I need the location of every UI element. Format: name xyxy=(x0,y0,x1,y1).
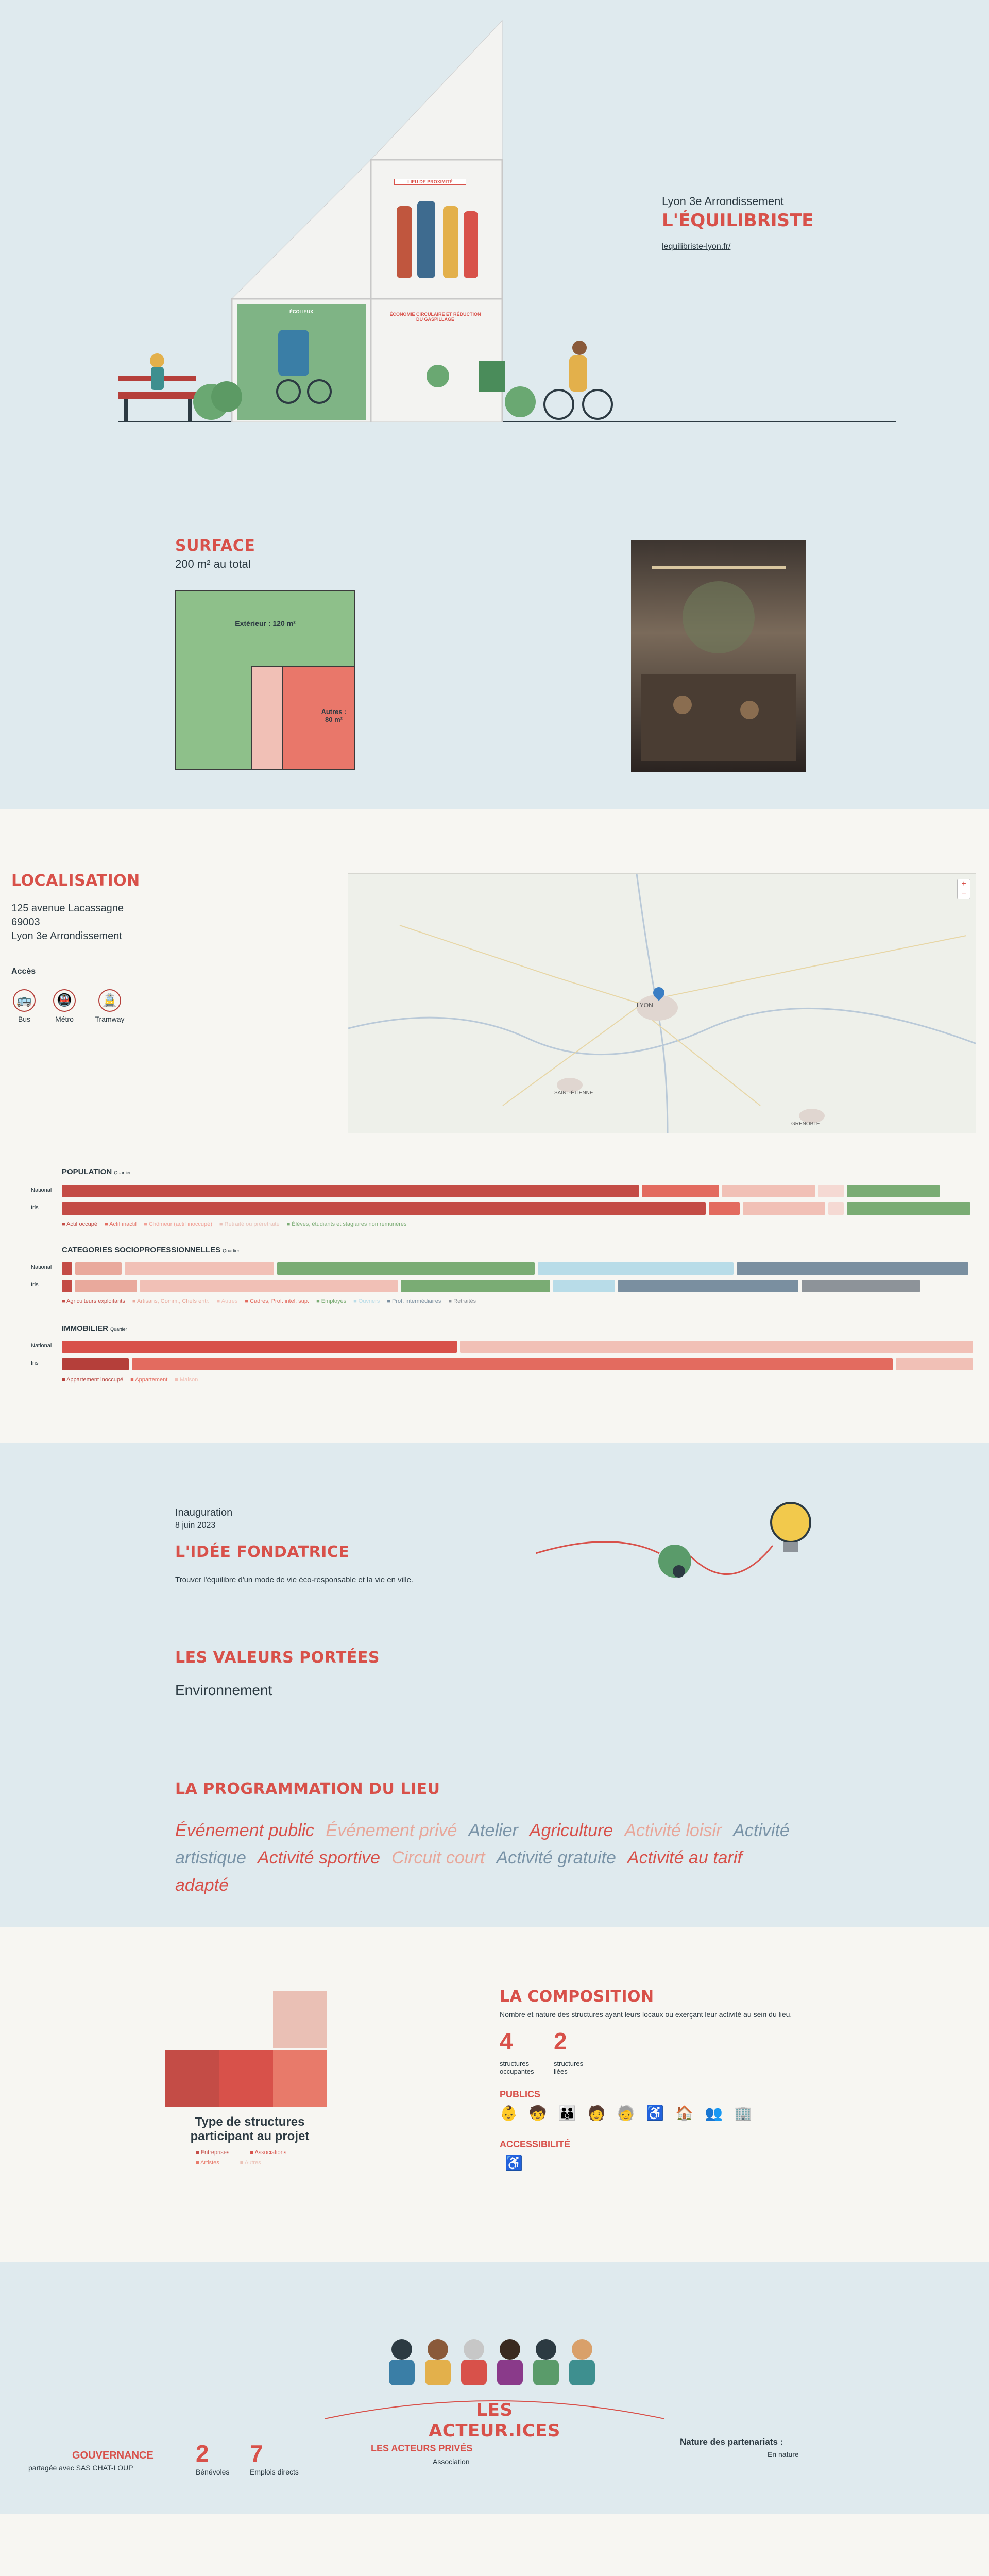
hero-title: L'ÉQUILIBRISTE xyxy=(662,210,814,231)
pop-seg xyxy=(722,1185,815,1197)
map-terrain xyxy=(348,874,976,1133)
pop-seg xyxy=(818,1185,844,1197)
csp-seg xyxy=(62,1262,72,1275)
map-zoom-controls xyxy=(957,879,970,899)
legend-item: ■ Ouvriers xyxy=(353,1298,380,1304)
idea-illustration xyxy=(536,1494,824,1628)
tram-icon: 🚊 xyxy=(98,989,121,1012)
compo-n-occupantes: 4 xyxy=(500,2028,513,2055)
programmation-item: Agriculture xyxy=(529,1821,613,1840)
emplois-label: Emplois directs xyxy=(250,2468,299,2476)
senior-icon: 🧓 xyxy=(617,2105,635,2121)
children-icon: 🧒 xyxy=(528,2105,547,2121)
csp-seg xyxy=(62,1280,72,1292)
legend-item: ■ Prof. intermédiaires xyxy=(387,1298,441,1304)
pop-seg xyxy=(847,1202,970,1215)
legend-item: ■ Appartement inoccupé xyxy=(62,1377,123,1383)
csp-seg xyxy=(553,1280,615,1292)
label-economie-circulaire: ÉCONOMIE CIRCULAIRE ET RÉDUCTION DU GASPILLAGE xyxy=(389,312,481,322)
programmation-item: Atelier xyxy=(468,1821,518,1840)
address-line-2: 69003 xyxy=(11,917,40,928)
pop-seg xyxy=(847,1185,940,1197)
hero-illustration xyxy=(0,0,989,422)
immo-legend xyxy=(62,1377,198,1383)
legend-item: ■ Actif inactif xyxy=(105,1221,137,1227)
surface-title: SURFACE xyxy=(175,537,255,555)
building-icon: 🏢 xyxy=(734,2105,752,2121)
compo-chart-title: Type de structures participant au projet xyxy=(190,2115,310,2143)
immo-seg xyxy=(62,1341,457,1353)
immo-title xyxy=(62,1324,127,1333)
benevoles-label: Bénévoles xyxy=(196,2468,230,2476)
access-list xyxy=(11,989,128,1023)
legend-item: ■ Appartement xyxy=(130,1377,167,1383)
surface-chart xyxy=(175,590,355,770)
label-ecolieux: ÉCOLIEUX xyxy=(289,309,313,314)
pop-bar-iris xyxy=(62,1202,976,1215)
partenariats-value: En nature xyxy=(768,2450,799,2459)
access-bus xyxy=(11,989,37,1023)
address-line-1: 125 avenue Lacassagne xyxy=(11,903,124,914)
programmation-item: Activité loisir xyxy=(624,1821,722,1840)
moyens-section xyxy=(0,2514,989,2576)
benevoles-number: 2 xyxy=(196,2440,209,2467)
toddler-icon: 👶 xyxy=(500,2105,518,2121)
immo-bar-iris xyxy=(62,1358,976,1370)
idee-section xyxy=(0,1443,989,1927)
surface-total: 200 m² au total xyxy=(175,557,251,570)
access-tram xyxy=(92,989,128,1023)
csp-seg xyxy=(538,1262,734,1275)
pop-seg xyxy=(62,1185,639,1197)
legend-item: ■ Autres xyxy=(240,2160,261,2166)
compo-title: LA COMPOSITION xyxy=(500,1988,654,2006)
publics-icons xyxy=(500,2105,752,2122)
surface-section xyxy=(0,422,989,809)
pop-seg xyxy=(709,1202,740,1215)
population-title-text: POPULATION xyxy=(62,1167,112,1176)
venue-photo xyxy=(631,540,806,772)
legend-item: ■ Retraité ou préretraité xyxy=(219,1221,280,1227)
legend-item: ■ Agriculteurs exploitants xyxy=(62,1298,125,1304)
legend-item: ■ Maison xyxy=(175,1377,198,1383)
csp-seg xyxy=(75,1262,122,1275)
programmation-item: Activité au tarif adapté xyxy=(175,1848,742,1895)
surface-other-1 xyxy=(251,666,282,769)
legend-item: ■ Actif occupé xyxy=(62,1221,97,1227)
house-icon: 🏠 xyxy=(675,2105,694,2121)
legend-item: ■ Artistes xyxy=(196,2160,219,2166)
csp-title xyxy=(62,1246,240,1255)
access-title: Accès xyxy=(11,967,36,976)
values-title: LES VALEURS PORTÉES xyxy=(175,1649,380,1667)
accessibilite-title: ACCESSIBILITÉ xyxy=(500,2139,571,2149)
prog-title: LA PROGRAMMATION DU LIEU xyxy=(175,1780,440,1798)
programmation-item: Circuit court xyxy=(391,1848,485,1868)
map-label-lyon: LYON xyxy=(637,1002,653,1009)
csp-legend xyxy=(62,1298,476,1304)
photo-illustration xyxy=(631,540,806,772)
prives-title: LES ACTEURS PRIVÉS xyxy=(371,2443,473,2453)
legend-item: ■ Artisans, Comm., Chefs entr. xyxy=(132,1298,210,1304)
map-label-stetienne: SAINT-ÉTIENNE xyxy=(554,1090,593,1096)
pop-bar-national xyxy=(62,1185,976,1197)
immo-seg xyxy=(132,1358,893,1370)
gouvernance-text: partagée avec SAS CHAT-LOUP xyxy=(28,2464,133,2472)
immo-row-iris-label: Iris xyxy=(31,1360,39,1366)
surface-other-2 xyxy=(282,666,354,769)
composition-chart xyxy=(165,1991,335,2115)
address xyxy=(11,902,124,943)
group-icon: 👥 xyxy=(705,2105,723,2121)
immo-seg xyxy=(62,1358,129,1370)
zoom-out-button[interactable]: − xyxy=(961,889,966,898)
population-title xyxy=(62,1167,131,1176)
csp-bar-national xyxy=(62,1262,976,1275)
immo-row-national-label: National xyxy=(31,1343,52,1349)
pop-seg xyxy=(743,1202,825,1215)
inauguration-label: Inauguration xyxy=(175,1507,233,1518)
immo-title-text: IMMOBILIER xyxy=(62,1324,108,1333)
compo-block xyxy=(273,1991,327,2048)
partenariats-title: Nature des partenariats : xyxy=(680,2437,783,2447)
exterior-label: Extérieur : 120 m² xyxy=(235,619,296,628)
programmation-item: Événement privé xyxy=(326,1821,457,1840)
population-subtitle: Quartier xyxy=(114,1170,131,1175)
legend-item: ■ Employés xyxy=(316,1298,346,1304)
legend-item: ■ Cadres, Prof. intel. sup. xyxy=(245,1298,309,1304)
gouvernance-title: GOUVERNANCE xyxy=(72,2450,154,2461)
zoom-in-button[interactable]: + xyxy=(958,879,970,889)
programmation-list xyxy=(175,1819,793,1901)
hero-section xyxy=(0,0,989,422)
idee-text: Trouver l'équilibre d'un mode de vie éco-responsable et la vie en ville. xyxy=(175,1575,414,1584)
legend-item: ■ Entreprises xyxy=(196,2149,229,2156)
legend-item: ■ Associations xyxy=(250,2149,286,2156)
actors-illustration xyxy=(381,2329,613,2385)
label-proximite: LIEU DE PROXIMITÉ xyxy=(394,179,466,185)
access-metro-label: Métro xyxy=(55,1015,74,1023)
pop-seg xyxy=(642,1185,719,1197)
inauguration-date: 8 juin 2023 xyxy=(175,1521,216,1530)
csp-row-iris-label: Iris xyxy=(31,1282,39,1288)
compo-block xyxy=(273,2050,327,2107)
access-tram-label: Tramway xyxy=(95,1015,125,1023)
idee-title: L'IDÉE FONDATRICE xyxy=(175,1543,350,1561)
csp-seg xyxy=(802,1280,920,1292)
map-label-grenoble: GRENOBLE xyxy=(791,1121,820,1127)
immo-subtitle: Quartier xyxy=(110,1327,127,1332)
pop-legend xyxy=(62,1221,406,1227)
legend-item: ■ Élèves, étudiants et stagiaires non rémunérés xyxy=(287,1221,407,1227)
localisation-section xyxy=(0,809,989,1443)
compo-occupantes-label: structures occupantes xyxy=(500,2060,534,2075)
csp-seg xyxy=(277,1262,535,1275)
programmation-item: Événement public xyxy=(175,1821,315,1840)
pop-seg xyxy=(828,1202,844,1215)
publics-title: PUBLICS xyxy=(500,2089,541,2099)
acteurs-section xyxy=(0,2262,989,2514)
website-link[interactable]: lequilibriste-lyon.fr/ xyxy=(662,242,731,251)
prives-value: Association xyxy=(433,2458,470,2466)
access-bus-label: Bus xyxy=(18,1015,31,1023)
pop-row-national-label: National xyxy=(31,1187,52,1193)
access-metro xyxy=(52,989,77,1023)
compo-n-liees: 2 xyxy=(554,2028,567,2055)
csp-row-national-label: National xyxy=(31,1264,52,1270)
hero-city: Lyon 3e Arrondissement xyxy=(662,195,784,208)
immo-seg xyxy=(896,1358,973,1370)
pop-row-iris-label: Iris xyxy=(31,1205,39,1211)
compo-legend xyxy=(196,2149,319,2166)
compo-block xyxy=(165,2050,219,2107)
acteurs-title: LES ACTEUR.ICES xyxy=(429,2400,560,2441)
compo-liees-label: structures liées xyxy=(554,2060,584,2075)
csp-seg xyxy=(737,1262,968,1275)
programmation-item: Activité gratuite xyxy=(496,1848,616,1868)
csp-seg xyxy=(140,1280,398,1292)
values-value: Environnement xyxy=(175,1682,272,1698)
pop-seg xyxy=(62,1202,706,1215)
bus-icon: 🚌 xyxy=(13,989,36,1012)
metro-icon: 🚇 xyxy=(53,989,76,1012)
wheelchair-icon: ♿ xyxy=(505,2155,523,2171)
csp-seg xyxy=(618,1280,798,1292)
teen-icon: 🧑 xyxy=(587,2105,606,2121)
legend-item: ■ Retraités xyxy=(448,1298,476,1304)
other-label: Autres : 80 m² xyxy=(321,708,347,723)
csp-seg xyxy=(75,1280,137,1292)
address-line-3: Lyon 3e Arrondissement xyxy=(11,930,122,942)
csp-bar-iris xyxy=(62,1280,976,1292)
csp-seg xyxy=(401,1280,550,1292)
map[interactable] xyxy=(348,873,976,1133)
composition-section xyxy=(0,1927,989,2262)
csp-title-text: CATEGORIES SOCIOPROFESSIONNELLES xyxy=(62,1246,221,1255)
compo-subtitle: Nombre et nature des structures ayant leurs locaux ou exerçant leur activité au sein du lieu. xyxy=(500,2010,792,2019)
disability-icon: ♿ xyxy=(646,2105,664,2121)
programmation-item: Activité sportive xyxy=(257,1848,381,1868)
programmation-item: Activité artistique xyxy=(175,1821,790,1868)
emplois-number: 7 xyxy=(250,2440,263,2467)
immo-seg xyxy=(460,1341,973,1353)
localisation-title: LOCALISATION xyxy=(11,872,140,890)
csp-seg xyxy=(125,1262,274,1275)
legend-item: ■ Chômeur (actif inoccupé) xyxy=(144,1221,212,1227)
csp-subtitle: Quartier xyxy=(223,1248,240,1253)
compo-block xyxy=(219,2050,273,2107)
immo-bar-national xyxy=(62,1341,976,1353)
legend-item: ■ Autres xyxy=(217,1298,238,1304)
family-icon: 👪 xyxy=(558,2105,576,2121)
